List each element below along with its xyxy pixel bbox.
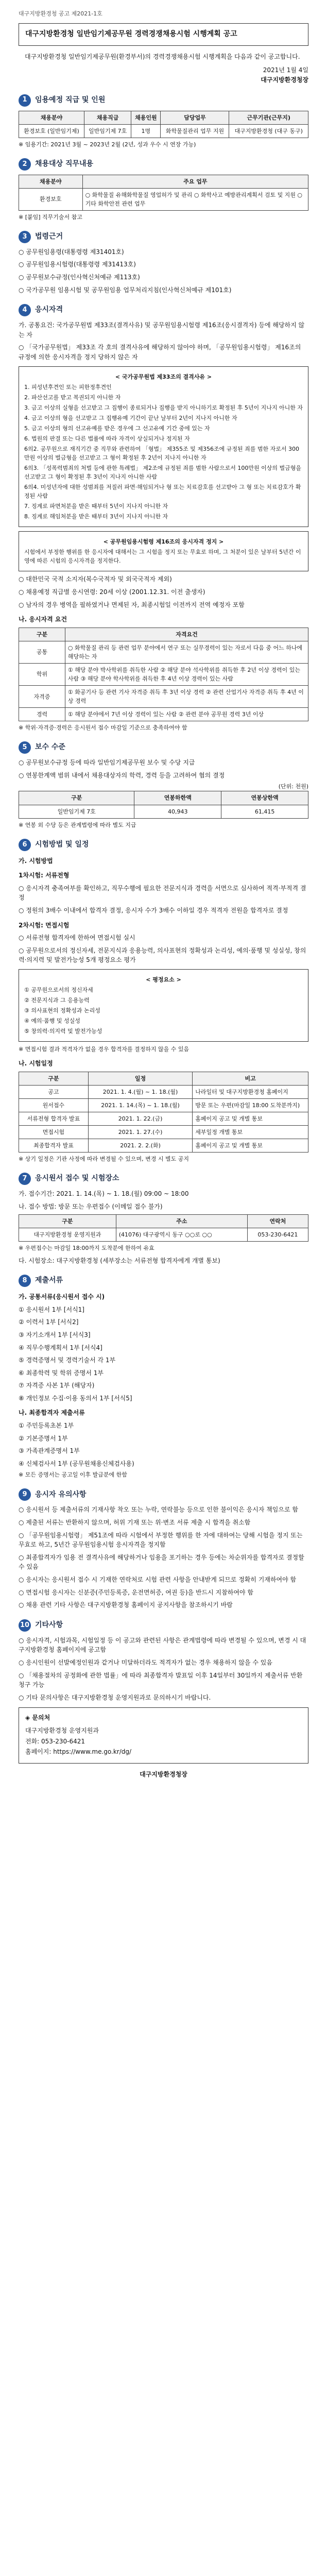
table-header: 주소 bbox=[116, 1215, 247, 1228]
box-item: ④ 예의·품행 및 성실성 bbox=[24, 1018, 80, 1025]
document-item: ① 주민등록초본 1부 bbox=[19, 1422, 74, 1430]
section-number: 9 bbox=[19, 1488, 31, 1501]
section-header bbox=[19, 1173, 308, 1185]
table-cell: 일반임기제 7호 bbox=[19, 805, 134, 818]
submission-table bbox=[19, 1214, 308, 1242]
paragraph: 다. 시험장소: 대구지방환경청 (세부장소는 서류전형 합격자에게 개별 통보) bbox=[19, 1257, 220, 1264]
table-cell: 세부일정 개별 통보 bbox=[193, 1126, 308, 1139]
contact-box bbox=[19, 1707, 308, 1763]
section-number: 5 bbox=[19, 741, 31, 754]
paragraph: ○ 공무원으로서의 정신자세, 전문지식과 응용능력, 의사표현의 정확성과 논리성, 예의·품행 및 성실성, 창의력·의지력 및 발전가능성 5개 평정요소 평가 bbox=[19, 946, 306, 964]
table-header: 근무기관(근무지) bbox=[229, 111, 308, 124]
section-note: ※ 연봉 외 수당 등은 관계법령에 따라 별도 지급 bbox=[19, 821, 136, 828]
law-item: ○ 공무원임용시험령(대통령령 제31413호) bbox=[19, 261, 136, 268]
subsection-title: 나. 시험일정 bbox=[19, 1060, 53, 1067]
misc-item: ○ 기타 문의사항은 대구지방환경청 운영지원과로 문의하시기 바랍니다. bbox=[19, 1693, 211, 1701]
table-cell: 화학물질관리 업무 지원 bbox=[161, 124, 229, 138]
evaluation-box bbox=[19, 969, 308, 1042]
table-row bbox=[19, 641, 308, 663]
table-row bbox=[19, 708, 308, 721]
section-header bbox=[19, 304, 308, 316]
duty-table bbox=[19, 175, 308, 211]
table-header: 구분 bbox=[19, 791, 134, 805]
misc-item: ○ 「채용절차의 공정화에 관한 법률」에 따라 최종합격자 발표일 이후 14일부터 30일까지 제출서류 반환 청구 가능 bbox=[19, 1671, 303, 1689]
table-cell: 홈페이지 공고 및 개별 통보 bbox=[193, 1139, 308, 1153]
section-number: 7 bbox=[19, 1173, 31, 1185]
section-header bbox=[19, 1275, 308, 1287]
document-item: ② 이력서 1부 [서식2] bbox=[19, 1318, 79, 1326]
box-item: 6의2. 공무원으로 재직기간 중 직무와 관련하여 「형법」 제355조 및 제356조에 규정된 죄를 범한 자로서 300만원 이상의 벌금형을 선고받고 그 형이 확정된 후 2년이 지나지 아니한 자 bbox=[24, 445, 299, 461]
table-cell: 공통 bbox=[19, 641, 65, 663]
table-cell: 2021. 2. 2.(화) bbox=[88, 1139, 192, 1153]
box-title: < 공무원임용시험령 제16조의 응시자격 정지 > bbox=[103, 538, 224, 546]
paragraph: ○ 「국가공무원법」 제33조 각 호의 결격사유에 해당하지 않아야 하며, 「공무원임용시험령」 제16조의 규정에 의한 응시자격을 정지 당하지 않은 자 bbox=[19, 344, 301, 361]
section-number: 2 bbox=[19, 158, 31, 171]
table-header: 일정 bbox=[88, 1072, 192, 1085]
document-item: ⑤ 경력증명서 및 경력기술서 각 1부 bbox=[19, 1357, 116, 1364]
section-header bbox=[19, 94, 308, 107]
table-cell: 최종합격자 발표 bbox=[19, 1139, 89, 1153]
box-item: 7. 징계로 파면처분을 받은 때부터 5년이 지나지 아니한 자 bbox=[24, 503, 168, 510]
box-item: 6의3. 「성폭력범죄의 처벌 등에 관한 특례법」 제2조에 규정된 죄를 범한 사람으로서 100만원 이상의 벌금형을 선고받고 그 형이 확정된 후 3년이 지나지 아니한 사람 bbox=[24, 465, 301, 481]
stage-title: 1차시험: 서류전형 bbox=[19, 872, 70, 879]
box-item: 5. 금고 이상의 형의 선고유예를 받은 경우에 그 선고유예 기간 중에 있는 자 bbox=[24, 425, 210, 432]
paragraph: 가. 공통요건: 국가공무원법 제33조(결격사유) 및 공무원임용시험령 제16조(응시결격자) 등에 해당하지 않는 자 bbox=[19, 321, 305, 338]
table-header: 연락처 bbox=[247, 1215, 308, 1228]
paragraph: 가. 접수기간: 2021. 1. 14.(목) ~ 1. 18.(월) 09:00 ~ 18:00 bbox=[19, 1190, 189, 1198]
section-header bbox=[19, 741, 308, 754]
contact-title: ◈ 문의처 bbox=[25, 1714, 50, 1722]
table-row bbox=[19, 686, 308, 708]
section-header bbox=[19, 1488, 308, 1501]
box-item: ② 전문지식과 그 응용능력 bbox=[24, 997, 90, 1004]
table-cell: ○ 화학물질 유해화학물질 영업허가 및 관리 ○ 화학사고 예방관리계획서 검토 및 지원 ○ 기타 화학안전 관련 업무 bbox=[82, 188, 308, 210]
paragraph: ※ 면접시험 결과 적격자가 없을 경우 합격자를 결정하지 않을 수 있음 bbox=[19, 1046, 190, 1053]
table-cell: 자격증 bbox=[19, 686, 65, 708]
announcement-date: 2021년 1월 4일 bbox=[263, 66, 308, 74]
section-title: 응시자격 bbox=[35, 306, 63, 314]
section-title: 응시원서 접수 및 시험장소 bbox=[35, 1174, 119, 1183]
table-cell: ① 해당 분야에서 7년 이상 경력이 있는 사람 ② 관련 분야 공무원 경력 3년 이상 bbox=[65, 708, 308, 721]
table-cell: 면접시험 bbox=[19, 1126, 89, 1139]
document-item: ⑥ 최종학력 및 학위 증명서 1부 bbox=[19, 1369, 104, 1377]
table-row bbox=[19, 124, 308, 138]
footer-signature: 대구지방환경청장 bbox=[140, 1770, 187, 1778]
paragraph: 나. 접수 방법: 방문 또는 우편접수 (이메일 접수 불가) bbox=[19, 1202, 163, 1210]
section-title: 시험방법 및 일정 bbox=[35, 840, 89, 849]
document-item: ④ 신체검사서 1부 (공무원채용신체검사용) bbox=[19, 1460, 134, 1467]
table-header: 채용인원 bbox=[131, 111, 161, 124]
caution-item: ○ 응시원서 등 제출서류의 기재사항 착오 또는 누락, 연락불능 등으로 인한 불이익은 응시자 책임으로 함 bbox=[19, 1506, 298, 1514]
table-cell: 일반임기제 7호 bbox=[84, 124, 131, 138]
law-item: ○ 공무원보수규정(인사혁신처예규 제113호) bbox=[19, 274, 140, 281]
table-row bbox=[19, 1112, 308, 1126]
subsection-title: 나. 응시자격 요건 bbox=[19, 616, 67, 623]
table-cell: ○ 화학물질 관리 등 관련 업무 분야에서 연구 또는 실무경력이 있는 자로서 다음 중 어느 하나에 해당하는 자 bbox=[65, 641, 308, 663]
caution-item: ○ 「공무원임용시험령」 제51조에 따라 시험에서 부정한 행위를 한 자에 대하여는 당해 시험을 정지 또는 무효로 하고, 5년간 공무원임용시험 응시자격을 정지함 bbox=[19, 1531, 303, 1549]
table-cell: 40,943 bbox=[134, 805, 221, 818]
box-item: ① 공무원으로서의 정신자세 bbox=[24, 987, 93, 993]
table-row bbox=[19, 805, 308, 818]
table-row bbox=[19, 1139, 308, 1153]
box-item: 8. 징계로 해임처분을 받은 때부터 3년이 지나지 아니한 자 bbox=[24, 513, 168, 520]
section-header bbox=[19, 231, 308, 243]
table-cell: 2021. 1. 22.(금) bbox=[88, 1112, 192, 1126]
suspension-box bbox=[19, 531, 308, 571]
table-cell: 대구지방환경청 운영지원과 bbox=[19, 1228, 116, 1242]
table-row bbox=[19, 1228, 308, 1242]
paragraph: ○ 공무원보수규정 등에 따라 일반임기제공무원 보수 및 수당 지급 bbox=[19, 759, 195, 767]
section-title: 법령근거 bbox=[35, 232, 63, 241]
section-10 bbox=[19, 1619, 308, 1780]
document-title: 대구지방환경청 일반임기제공무원 경력경쟁채용시험 시행계획 공고 bbox=[19, 23, 308, 46]
table-cell: 경력 bbox=[19, 708, 65, 721]
section-title: 채용대상 직무내용 bbox=[35, 159, 94, 168]
law-item: ○ 국가공무원 임용시험 및 공무원임용 업무처리지침(인사혁신처예규 제101호) bbox=[19, 286, 232, 294]
table-header: 구분 bbox=[19, 1072, 89, 1085]
table-cell: 학위 bbox=[19, 663, 65, 685]
document-item: ⑦ 자격증 사본 1부 (해당자) bbox=[19, 1382, 95, 1389]
section-9 bbox=[19, 1488, 308, 1609]
caution-item: ○ 채용 관련 기타 사항은 대구지방환경청 홈페이지 공지사항을 참조하시기 바람 bbox=[19, 1601, 233, 1609]
table-cell: 2021. 1. 27.(수) bbox=[88, 1126, 192, 1139]
section-header bbox=[19, 839, 308, 851]
section-note: ※ [붙임] 직무기술서 참고 bbox=[19, 213, 82, 221]
table-cell: 2021. 1. 4.(월) ~ 1. 18.(월) bbox=[88, 1085, 192, 1098]
announcement-number: 대구지방환경청 공고 제2021-1호 bbox=[19, 10, 102, 17]
box-title: < 국가공무원법 제33조의 결격사유 > bbox=[115, 373, 212, 380]
paragraph: ○ 연봉한계액 범위 내에서 채용대상자의 학력, 경력 등을 고려하여 협의 결정 bbox=[19, 771, 225, 779]
table-header: 담당업무 bbox=[161, 111, 229, 124]
intro-paragraph: 대구지방환경청 일반임기제공무원(환경부서)의 경력경쟁채용시험 시행계획을 다음과 같이 공고합니다. bbox=[25, 53, 300, 60]
box-item: 6의4. 미성년자에 대한 성범죄를 저질러 파면·해임되거나 형 또는 치료감호를 선고받아 그 형 또는 치료감호가 확정된 사람 bbox=[24, 484, 301, 500]
table-cell: 대구지방환경청 (대구 동구) bbox=[229, 124, 308, 138]
table-cell: 환경보호 (일반임기제) bbox=[19, 124, 84, 138]
section-number: 8 bbox=[19, 1275, 31, 1287]
subsection-title: 가. 시험방법 bbox=[19, 857, 53, 865]
table-cell: ① 화공기사 등 관련 기사 자격증 취득 후 3년 이상 경력 ② 관련 산업기사 자격증 취득 후 4년 이상 경력 bbox=[65, 686, 308, 708]
document-item: ③ 자기소개서 1부 [서식3] bbox=[19, 1331, 91, 1338]
section-title: 응시자 유의사항 bbox=[35, 1490, 87, 1499]
table-cell: 나라일터 및 대구지방환경청 홈페이지 bbox=[193, 1085, 308, 1098]
section-title: 제출서류 bbox=[35, 1276, 63, 1285]
caution-item: ○ 면접시험 응시자는 신분증(주민등록증, 운전면허증, 여권 등)을 반드시 지참하여야 함 bbox=[19, 1588, 253, 1596]
paragraph: ○ 정원의 3배수 이내에서 합격자 결정, 응시자 수가 3배수 이하일 경우 적격자 전원을 합격자로 결정 bbox=[19, 906, 288, 914]
misc-item: ○ 응시인원이 선발예정인원과 같거나 미달하더라도 적격자가 없는 경우 채용하지 않을 수 있음 bbox=[19, 1659, 272, 1667]
table-header: 자격요건 bbox=[65, 628, 308, 641]
document-item: ⑧ 개인정보 수집·이용 동의서 1부 [서식5] bbox=[19, 1394, 132, 1402]
section-header bbox=[19, 1619, 308, 1632]
section-number: 4 bbox=[19, 304, 31, 316]
table-cell: 053-230-6421 bbox=[247, 1228, 308, 1242]
table-header: 채용분야 bbox=[19, 175, 83, 188]
box-item: ⑤ 창의력·의지력 및 발전가능성 bbox=[24, 1028, 102, 1035]
section-note: ※ 임용기간: 2021년 3월 ~ 2023년 2월 (2년, 성과 우수 시 연장 가능) bbox=[19, 141, 196, 148]
document-item: ③ 가족관계증명서 1부 bbox=[19, 1447, 80, 1455]
issuing-organization: 대구지방환경청장 bbox=[261, 76, 308, 83]
section-1 bbox=[19, 94, 308, 149]
section-title: 임용예정 직급 및 인원 bbox=[35, 95, 106, 104]
caution-item: ○ 제출된 서류는 반환하지 않으며, 허위 기재 또는 위·변조 서류 제출 시 합격을 취소함 bbox=[19, 1519, 251, 1527]
section-number: 10 bbox=[19, 1619, 31, 1632]
section-note: ※ 모든 증명서는 공고일 이후 발급분에 한함 bbox=[19, 1471, 127, 1479]
caution-item: ○ 최종합격자가 임용 전 결격사유에 해당하거나 임용을 포기하는 경우 등에는 차순위자를 합격자로 결정할 수 있음 bbox=[19, 1553, 304, 1571]
law-item: ○ 공무원임용령(대통령령 제31401호) bbox=[19, 248, 124, 256]
box-item: 3. 금고 이상의 실형을 선고받고 그 집행이 종료되거나 집행을 받지 아니하기로 확정된 후 5년이 지나지 아니한 자 bbox=[24, 404, 303, 411]
section-note: ※ 상기 일정은 기관 사정에 따라 변경될 수 있으며, 변경 시 별도 공지 bbox=[19, 1156, 189, 1163]
stage-title: 2차시험: 면접시험 bbox=[19, 921, 70, 929]
subsection-title: 가. 공통서류(응시원서 접수 시) bbox=[19, 1293, 105, 1301]
box-item: 6. 법원의 판결 또는 다른 법률에 따라 자격이 상실되거나 정지된 자 bbox=[24, 435, 190, 442]
section-title: 기타사항 bbox=[35, 1620, 63, 1629]
unit-label: (단위: 천원) bbox=[278, 783, 308, 790]
section-7 bbox=[19, 1173, 308, 1265]
table-header: 주요 업무 bbox=[82, 175, 308, 188]
table-row bbox=[19, 1085, 308, 1098]
table-row bbox=[19, 188, 308, 210]
salary-table bbox=[19, 791, 308, 818]
section-title: 보수 수준 bbox=[35, 743, 65, 752]
subsection-title: 나. 최종합격자 제출서류 bbox=[19, 1409, 85, 1417]
table-row bbox=[19, 663, 308, 685]
box-item: 1. 피성년후견인 또는 피한정후견인 bbox=[24, 383, 112, 391]
table-header: 구분 bbox=[19, 1215, 116, 1228]
document-item: ② 기본증명서 1부 bbox=[19, 1434, 68, 1442]
table-header: 채용직급 bbox=[84, 111, 131, 124]
table-cell: 공고 bbox=[19, 1085, 89, 1098]
contact-row[interactable]: 홈페이지: https://www.me.go.kr/dg/ bbox=[25, 1748, 132, 1756]
paragraph: ○ 대한민국 국적 소지자(복수국적자 및 외국국적자 제외) bbox=[19, 575, 172, 583]
section-number: 6 bbox=[19, 839, 31, 851]
box-title: < 평정요소 > bbox=[146, 976, 181, 983]
paragraph: ○ 남자의 경우 병역을 필하였거나 면제된 자, 최종시험일 이전까지 전역 예정자 포함 bbox=[19, 601, 245, 608]
box-text: 시험에서 부정한 행위를 한 응시자에 대해서는 그 시험을 정지 또는 무효로 하며, 그 처분이 있은 날부터 5년간 이 영에 따른 시험의 응시자격을 정지한다. bbox=[24, 549, 301, 565]
table-cell: ① 해당 분야 박사학위를 취득한 사람 ② 해당 분야 석사학위를 취득한 후 2년 이상 경력이 있는 사람 ③ 해당 분야 학사학위를 취득한 후 4년 이상 경력이 있는 사람 bbox=[65, 663, 308, 685]
paragraph: ○ 서류전형 합격자에 한하여 면접시험 실시 bbox=[19, 934, 135, 942]
section-3 bbox=[19, 231, 308, 295]
contact-row: 전화: 053-230-6421 bbox=[25, 1737, 85, 1745]
table-cell: 61,415 bbox=[221, 805, 308, 818]
table-row bbox=[19, 1126, 308, 1139]
disqualification-box bbox=[19, 366, 308, 528]
contact-row: 대구지방환경청 운영지원과 bbox=[25, 1726, 99, 1734]
section-5 bbox=[19, 741, 308, 829]
section-8 bbox=[19, 1275, 308, 1479]
table-cell: (41076) 대구광역시 동구 ○○로 ○○ bbox=[116, 1228, 247, 1242]
misc-item: ○ 응시자격, 시험과목, 시험일정 등 이 공고와 관련된 사항은 관계법령에 따라 변경될 수 있으며, 변경 시 대구지방환경청 홈페이지에 공고함 bbox=[19, 1636, 306, 1654]
table-cell: 1명 bbox=[131, 124, 161, 138]
table-header: 비고 bbox=[193, 1072, 308, 1085]
section-number: 1 bbox=[19, 94, 31, 107]
paragraph: ○ 채용예정 직급별 응시연령: 20세 이상 (2001.12.31. 이전 출생자) bbox=[19, 588, 205, 596]
box-item: 2. 파산선고를 받고 복권되지 아니한 자 bbox=[24, 394, 121, 401]
box-item: ③ 의사표현의 정확성과 논리성 bbox=[24, 1007, 100, 1014]
table-cell: 환경보호 bbox=[19, 188, 83, 210]
position-table bbox=[19, 111, 308, 138]
table-cell: 2021. 1. 14.(목) ~ 1. 18.(월) bbox=[88, 1098, 192, 1112]
table-header: 채용분야 bbox=[19, 111, 84, 124]
table-cell: 원서접수 bbox=[19, 1098, 89, 1112]
table-header: 연봉하한액 bbox=[134, 791, 221, 805]
table-cell: 방문 또는 우편(마감일 18:00 도착분까지) bbox=[193, 1098, 308, 1112]
table-header: 구분 bbox=[19, 628, 65, 641]
paragraph: ○ 응시자격 충족여부를 확인하고, 직무수행에 필요한 전문지식과 경력을 서면으로 심사하여 적격·부적격 결정 bbox=[19, 884, 306, 902]
section-note: ※ 학위·자격증·경력은 응시원서 접수 마감일 기준으로 충족하여야 함 bbox=[19, 724, 187, 732]
table-header: 연봉상한액 bbox=[221, 791, 308, 805]
section-4 bbox=[19, 304, 308, 732]
schedule-table bbox=[19, 1072, 308, 1153]
caution-item: ○ 응시자는 응시원서 접수 시 기재한 연락처로 시험 관련 사항을 안내받게 되므로 정확히 기재하여야 함 bbox=[19, 1576, 297, 1584]
requirement-table bbox=[19, 628, 308, 721]
document-item: ① 응시원서 1부 [서식1] bbox=[19, 1306, 84, 1313]
section-note: ※ 우편접수는 마감일 18:00까지 도착분에 한하여 유효 bbox=[19, 1245, 154, 1252]
section-number: 3 bbox=[19, 231, 31, 243]
table-row bbox=[19, 1098, 308, 1112]
section-2 bbox=[19, 158, 308, 222]
table-cell: 서류전형 합격자 발표 bbox=[19, 1112, 89, 1126]
section-6 bbox=[19, 839, 308, 1164]
box-item: 4. 금고 이상의 형을 선고받고 그 집행유예 기간이 끝난 날부터 2년이 지나지 아니한 자 bbox=[24, 414, 237, 421]
table-cell: 홈페이지 공고 및 개별 통보 bbox=[193, 1112, 308, 1126]
section-header bbox=[19, 158, 308, 171]
document-item: ④ 직무수행계획서 1부 [서식4] bbox=[19, 1344, 102, 1351]
